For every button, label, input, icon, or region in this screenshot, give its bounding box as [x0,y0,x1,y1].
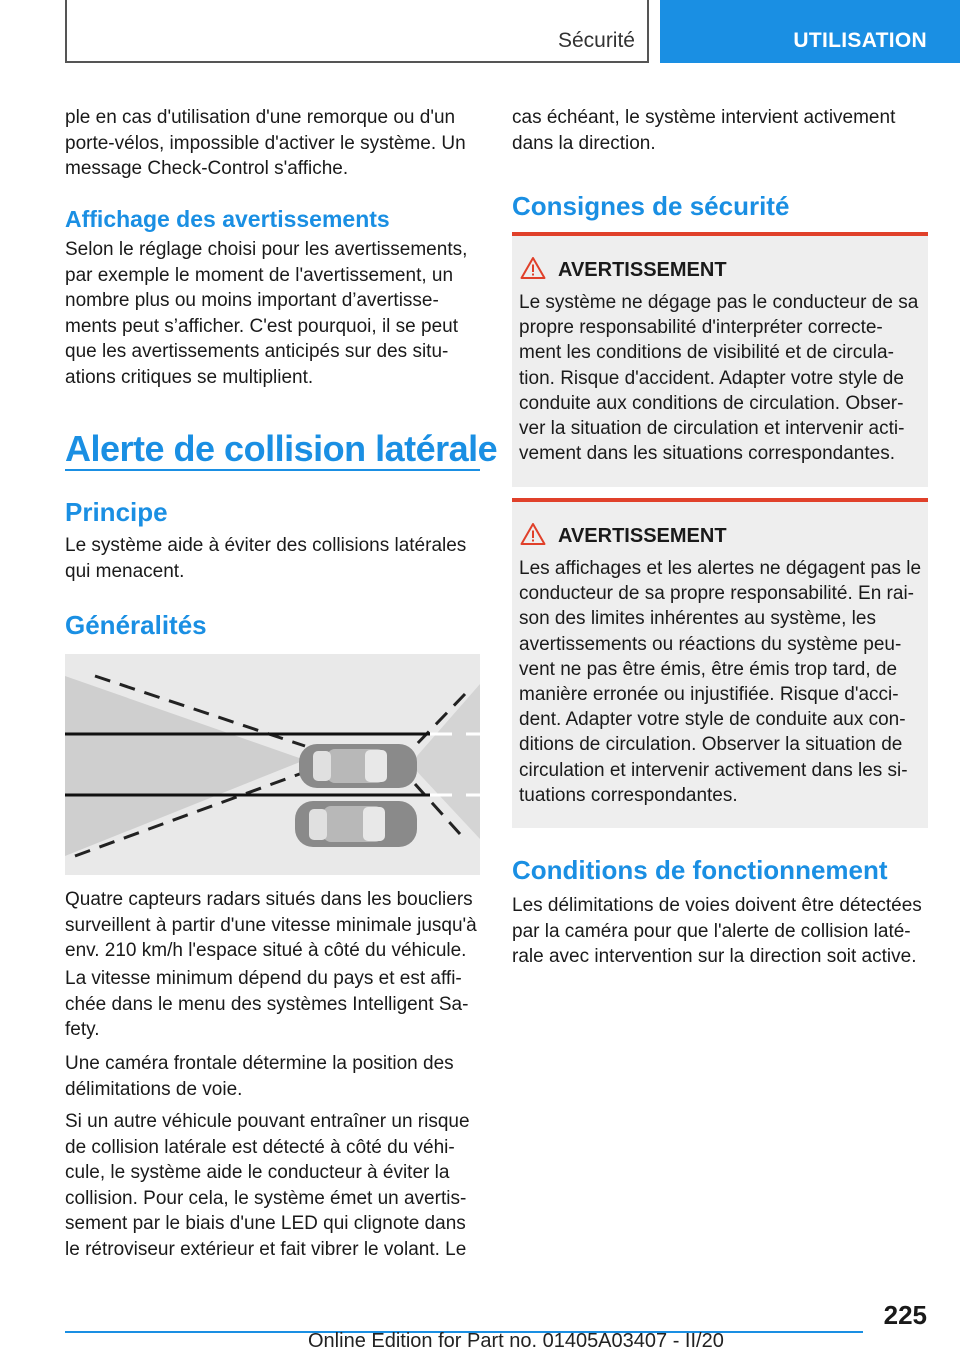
edition-label: Online Edition for Part no. 01405A03407 - II/20 [308,1330,724,1352]
paragraph-principe: Le système aide à éviter des collisions latérales qui menacent. [65,535,467,582]
page-number: 225 [883,1300,927,1330]
heading-principe: Principe [65,497,168,527]
heading-affichage: Affichage des avertissements [65,206,390,232]
heading-generalites: Généralités [65,610,207,640]
continuation-paragraph: cas échéant, le système intervient activement dans la direction. [512,107,896,154]
section-header [65,0,649,63]
paragraph-risque: Si un autre véhicule pouvant entraîner un risque de collision latérale est détecté à côté du véhi- cule, le système aide le conducteur à éviter la collision. Pour cela, le système émet un avertis- sement par le biais d'une LED qui clignote dans le rétroviseur extérieur et fait vibrer le volant. Le [65,1111,470,1260]
adjacent-car-icon [295,801,417,847]
lateral-collision-illustration [65,654,480,875]
intro-paragraph: ple en cas d'utilisation d'une remorque ou d'un porte-vélos, impossible d'activer le système. Un message Check-Control s'affiche. [65,107,466,179]
paragraph-affichage: Selon le réglage choisi pour les avertissements, par exemple le moment de l'avertissement, un nombre plus ou moins important d’avertisse- ments peut s’afficher. C'est pourquoi, il se peut que les avertissements anticipés sur des situ- ations critiques se multiplient. [65,239,468,388]
paragraph-vitesse: La vitesse minimum dépend du pays et est affi- chée dans le menu des systèmes Intelligent Sa- fety. [65,968,469,1040]
heading-conditions: Conditions de fonctionnement [512,855,888,885]
warning-text: Le système ne dégage pas le conducteur de sa propre responsabilité d'interpréter correcte- ment les conditions de visibilité et de circula- tion. Risque d'accident. Adapter votre style de conduite aux conditions de circulation. Obser- ver la situation de circulation et intervenir acti- vement dans les situations correspondantes. [519,292,919,465]
warning-triangle-icon [520,256,546,280]
chapter-tab [660,0,960,63]
paragraph-capteurs: Quatre capteurs radars situés dans les boucliers surveillent à partir d'une vitesse minimale jusqu'à env. 210 km/h l'espace situé à côté du véhicule. [65,889,477,961]
warning-title: AVERTISSEMENT [558,259,727,281]
warning-triangle-icon [520,522,546,546]
ego-car-icon [299,744,417,788]
heading-rule [65,469,480,471]
warning-title: AVERTISSEMENT [558,525,727,547]
paragraph-conditions: Les délimitations de voies doivent être détectées par la caméra pour que l'alerte de collision laté- rale avec intervention sur la direction soit active. [512,895,922,967]
chapter-title: UTILISATION [793,29,927,52]
heading-consignes: Consignes de sécurité [512,191,790,221]
section-title: Sécurité [557,29,635,52]
radar-diagram [65,654,480,875]
warning-box-1 [512,232,928,487]
paragraph-camera: Une caméra frontale détermine la position des délimitations de voie. [65,1053,454,1100]
warning-text: Les affichages et les alertes ne dégagent pas le conducteur de sa propre responsabilité. En rai- son des limites inhérentes au système, les avertissements ou réactions du système peu- vent ne pas être émis, être émis trop tard, de manière erronée ou injustifiée. Risque d'acci- dent. Adapter votre style de conduite aux con- ditions de circulation. Observer la situation de circulation et intervenir activement dans les si- tuations correspondantes. [519,558,922,806]
warning-box-2 [512,498,928,828]
heading-alerte-collision: Alerte de collision latérale [65,428,498,469]
